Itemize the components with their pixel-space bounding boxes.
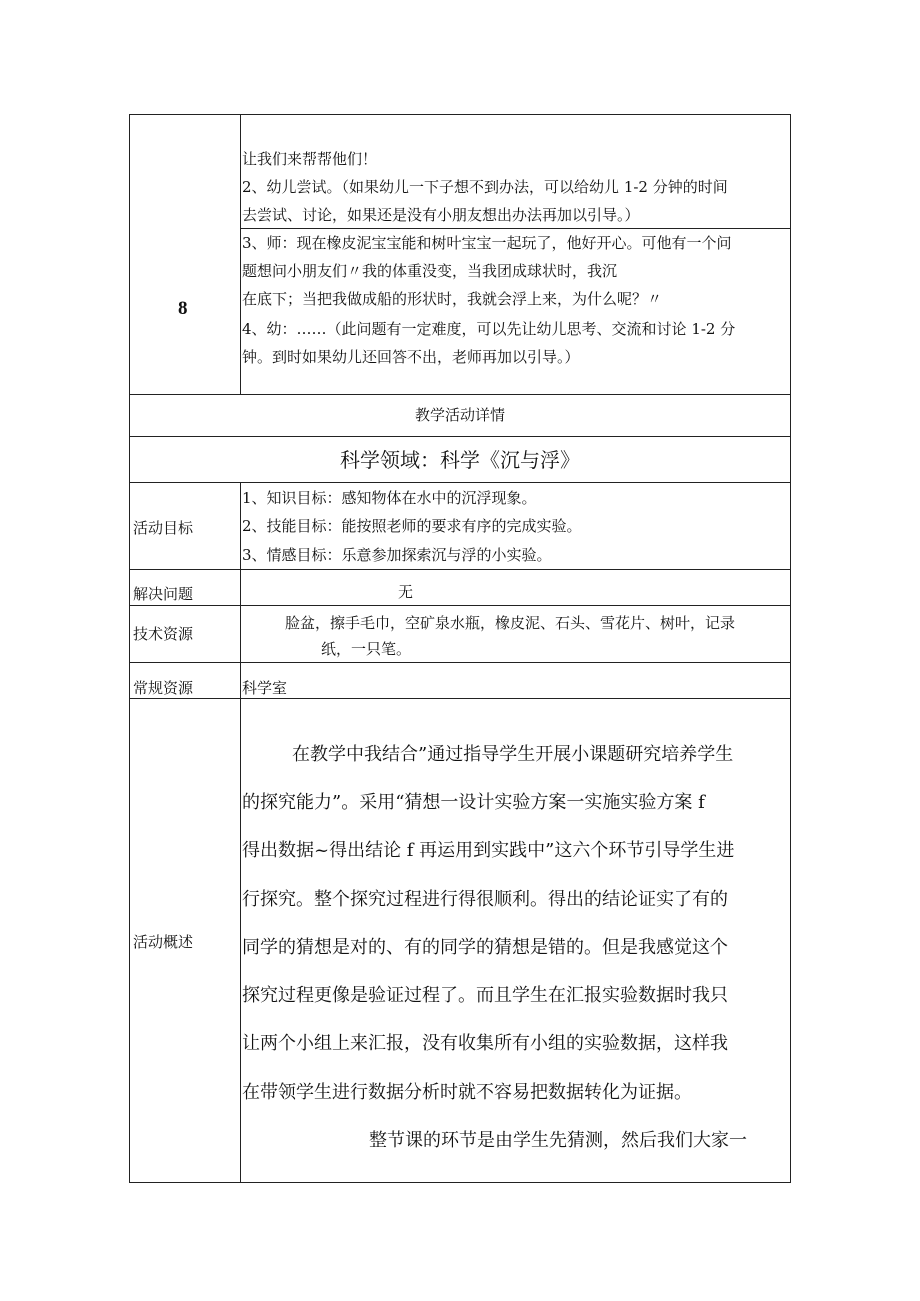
step-text-line: 2、幼儿尝试。（如果幼儿一下子想不到办法，可以给幼儿 1-2 分钟的时间 xyxy=(242,178,728,196)
table-border-bottom xyxy=(129,1182,791,1183)
problem-value: 无 xyxy=(398,583,414,601)
overview-line: 的探究能力”。采用“猜想一设计实验方案一实施实验方案 f xyxy=(242,792,705,813)
regular-value: 科学室 xyxy=(242,679,288,697)
row-divider xyxy=(129,436,791,437)
overview-line: 同学的猜想是对的、有的同学的猜想是错的。但是我感觉这个 xyxy=(242,937,728,958)
table-border-top xyxy=(129,114,791,115)
overview-label: 活动概述 xyxy=(133,933,194,951)
goal-item: 2、技能目标：能按照老师的要求有序的完成实验。 xyxy=(242,517,582,535)
step-text-line: 3、师：现在橡皮泥宝宝能和树叶宝宝一起玩了，他好开心。可他有一个问 xyxy=(242,234,732,252)
table-border-right xyxy=(790,114,791,1183)
column-divider xyxy=(240,114,241,394)
step-text-line: 4、幼：……（此问题有一定难度，可以先让幼儿思考、交流和讨论 1-2 分 xyxy=(242,320,736,338)
step-text-line: 在底下；当把我做成船的形状时，我就会浮上来，为什么呢？〃 xyxy=(242,290,663,308)
section-title: 教学活动详情 xyxy=(414,406,505,424)
overview-line: 整节课的环节是由学生先猜测，然后我们大家一 xyxy=(369,1130,747,1151)
step-text-line: 题想问小朋友们〃我的体重没变，当我团成球状时，我沉 xyxy=(242,262,618,280)
row-divider xyxy=(129,482,791,483)
goal-item: 3、情感目标：乐意参加探索沉与浮的小实验。 xyxy=(242,546,552,564)
row-divider xyxy=(129,662,791,663)
overview-line: 在带领学生进行数据分析时就不容易把数据转化为证据。 xyxy=(242,1082,692,1103)
row-divider xyxy=(129,394,791,395)
goals-label: 活动目标 xyxy=(133,519,194,537)
overview-line: 让两个小组上来汇报，没有收集所有小组的实验数据，这样我 xyxy=(242,1033,728,1054)
overview-line: 得出数据~得出结论 f 再运用到实践中”这六个环节引导学生进 xyxy=(242,840,735,861)
step-text-line: 钟。到时如果幼儿还回答不出，老师再加以引导。） xyxy=(242,348,580,366)
regular-label: 常规资源 xyxy=(133,679,194,697)
table-border-left xyxy=(129,114,130,1183)
row-divider xyxy=(129,698,791,699)
subject-title: 科学领域：科学《沉与浮》 xyxy=(340,448,580,472)
row-divider xyxy=(129,605,791,606)
row-number: 8 xyxy=(178,298,188,319)
goal-item: 1、知识目标：感知物体在水中的沉浮现象。 xyxy=(242,489,537,507)
row-divider xyxy=(129,569,791,570)
overview-line: 在教学中我结合”通过指导学生开展小课题研究培养学生 xyxy=(292,744,734,765)
step-text-line: 去尝试、讨论，如果还是没有小朋友想出办法再加以引导。） xyxy=(242,206,640,224)
column-divider xyxy=(240,482,241,1183)
step-text-line: 让我们来帮帮他们！ xyxy=(242,150,378,168)
row-divider xyxy=(240,228,791,229)
tech-line: 脸盆，擦手毛巾，空矿泉水瓶，橡皮泥、石头、雪花片、树叶，记录 xyxy=(285,614,736,632)
overview-line: 行探究。整个探究过程进行得很顺利。得出的结论证实了有的 xyxy=(242,889,728,910)
tech-label: 技术资源 xyxy=(133,625,194,643)
tech-line: 纸，一只笔。 xyxy=(321,640,412,658)
overview-line: 探究过程更像是验证过程了。而且学生在汇报实验数据时我只 xyxy=(242,985,728,1006)
problem-label: 解决问题 xyxy=(133,585,194,603)
